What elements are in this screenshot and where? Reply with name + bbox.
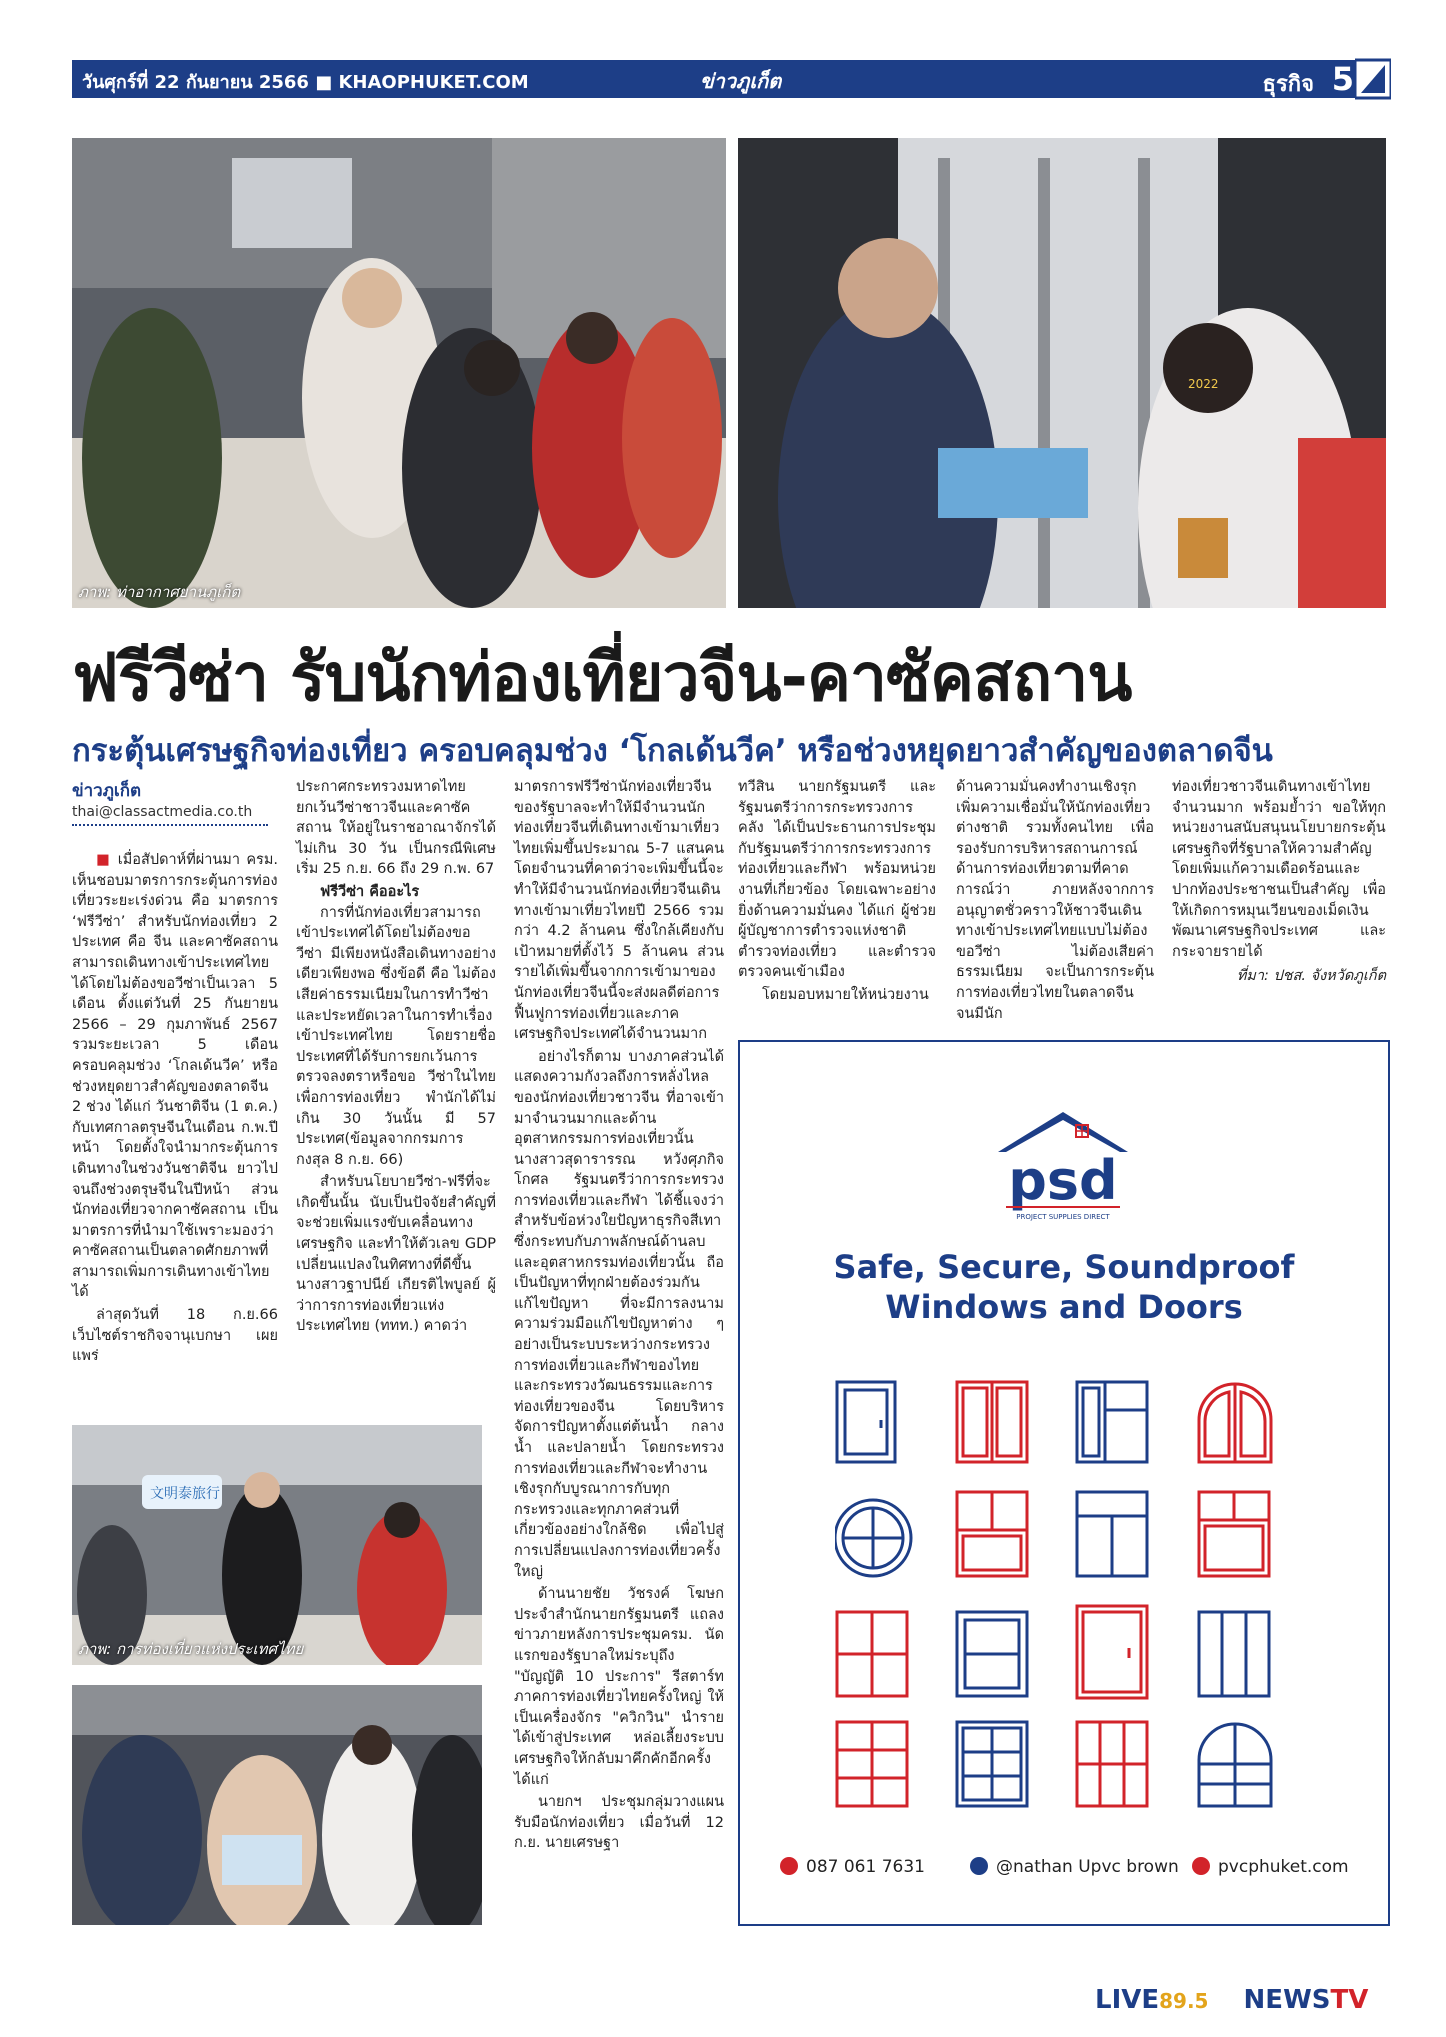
paragraph: ■ เมื่อสัปดาห์ที่ผ่านมา ครม. เห็นชอบมาตรการกระตุ้นการท่องเที่ยวระยะเร่งด่วน คือ มาตรการ ‘ฟรีวีซ่า’ สำหรับนักท่องเที่ยว 2 ประเทศ คือ จีน และคาซัคสถาน สามารถเดินทางเข้าประเทศไทยได้โดยไม่ต้องขอวีซ่าเป็นเวลา 5 เดือน ตั้งแต่วันที่ 25 กันยายน 2566 – 29 กุมภาพันธ์ 2567 รวมระยะเวลา 5 เดือน ครอบคลุมช่วง ‘โกลเด้นวีค’ หรือช่วงหยุดยาวสำคัญของตลาดจีน 2 ช่วง ได้แก่ วันชาติจีน (1 ต.ค.) กับเทศกาลตรุษจีนในเดือน ก.พ.ปีหน้า โดยตั้งใจนำมากระตุ้นการเดินทางในช่วงวันชาติจีน ยาวไปจนถึงช่วงตรุษจีนในปีหน้า ส่วนนักท่องเที่ยวจากคาซัคสถาน เป็นมาตรการที่นำมาใช้เพราะมองว่าคาซัคสถานเป็นตลาดศักยภาพที่สามารถเพิ่มการเดินทางเข้าไทยได้	[72, 852, 279, 1301]
photo-gift-handover	[738, 138, 1386, 608]
corner-arrow-icon	[1355, 55, 1391, 103]
article-column-2	[296, 777, 496, 1339]
psd-advertisement	[738, 1040, 1390, 1926]
paragraph: นายกฯ ประชุมกลุ่มวางแผนรับมือนักท่องเที่ยว เมื่อวันที่ 12 ก.ย. นายเศรษฐา	[514, 1794, 724, 1852]
window-split-icon	[1077, 1382, 1147, 1462]
section-title: ธุรกิจ	[1262, 72, 1314, 97]
byline-email: thai@classactmedia.co.th	[72, 804, 253, 820]
article-column-4	[738, 777, 936, 1008]
brand-name: psd	[1008, 1149, 1118, 1212]
paragraph: การที่นักท่องเที่ยวสามารถเข้าประเทศได้โดยไม่ต้องขอวีซ่า มีเพียงหนังสือเดินทางอย่างเดียวเพียงพอ ซึ่งข้อดี คือ ไม่ต้องเสียค่าธรรมเนียมในการทำวีซ่า และประหยัดเวลาในการทำเรื่องเข้าประเทศไทย โดยรายชื่อประเทศที่ได้รับการยกเว้นการตรวจลงตราหรือขอ วีซ่าในไทยเพื่อการท่องเที่ยว พำนักได้ไม่เกิน 30 วันนั้น มี 57 ประเทศ(ข้อมูลจากกรมการกงสุล 8 ก.ย. 66)	[296, 904, 496, 1168]
window-arched-double-icon	[1199, 1384, 1271, 1462]
paragraph: ล่าสุดวันที่ 18 ก.ย.66 เว็บไซต์ราชกิจจานุเบกษา เผยแพร่	[72, 1307, 278, 1365]
contact-website: pvcphuket.com	[1192, 1857, 1349, 1877]
header-date: วันศุกร์ที่ 22 กันยายน 2566 ■ KHAOPHUKET.COM	[82, 72, 529, 93]
article-column-6	[1172, 777, 1386, 987]
paragraph: ด้านความมั่นคงทำงานเชิงรุกเพิ่มความเชื่อมั่นให้นักท่องเที่ยวต่างชาติ รวมทั้งคนไทย เพื่อรองรับการบริหารสถานการณ์ด้านการท่องเที่ยวตามที่คาดการณ์ว่า ภายหลังจากการอนุญาตชั่วคราวให้ชาวจีนเดินทางเข้าประเทศไทยแบบไม่ต้องขอวีซ่า ไม่ต้องเสียค่าธรรมเนียม จะเป็นการกระตุ้นการท่องเที่ยวไทยในตลาดจีน จนมีนัก	[956, 779, 1154, 1022]
sign-text: 文明泰旅行	[150, 1486, 220, 1502]
window-transom-icon	[1077, 1492, 1147, 1576]
paragraph: อย่างไรก็ตาม บางภาคส่วนได้แสดงความกังวลถึงการหลั่งไหลของนักท่องเที่ยวชาวจีน ที่อาจเข้ามาจำนวนมากและด้านอุตสาหกรรมการท่องเที่ยวนั้น นางสาวสุดารารรณ หวังศุภกิจโกศล รัฐมนตรีว่าการกระทรวงการท่องเที่ยวและกีฬา ได้ชี้แจงว่า สำหรับข้อห่วงใยปัญหาธุรกิจสีเทา ซึ่งกระทบกับภาพลักษณ์ด้านลบและอุตสาหกรรมท่องเที่ยวนั้น ถือเป็นปัญหาที่ทุกฝ่ายต้องร่วมกันแก้ไขปัญหา ที่จะมีการลงนามความร่วมมือแก้ไขปัญหาต่าง ๆ อย่างเป็นระบบระหว่างกระทรวงการท่องเที่ยวและกีฬาของไทย และกระทรวงวัฒนธรรมและการท่องเที่ยวของจีน โดยบริหารจัดการปัญหาตั้งแต่ต้นน้ำ กลางน้ำ และปลายน้ำ โดยกระทรวงการท่องเที่ยวและกีฬาจะทำงานเชิงรุกกับบูรณาการกับทุกกระทรวงและทุกภาคส่วนที่เกี่ยวข้องอย่างใกล้ชิด เพื่อไปสู่การเปลี่ยนแปลงการท่องเที่ยวครั้งใหญ่	[514, 1048, 724, 1580]
window-double-icon	[957, 1382, 1027, 1462]
photo-airport-arrivals	[72, 138, 726, 608]
window-awning-icon	[957, 1492, 1027, 1576]
ad-tagline-1: Safe, Secure, Soundproof	[833, 1248, 1295, 1286]
contact-phone: 087 061 7631	[780, 1857, 925, 1877]
page-number: 5	[1331, 60, 1354, 98]
headline: ฟรีวีซ่า รับนักท่องเที่ยวจีน-คาซัคสถาน	[72, 639, 1132, 716]
article-column-5	[956, 777, 1154, 1026]
phone-icon	[780, 1857, 798, 1875]
photo-arrivals-tat	[72, 1425, 482, 1665]
window-tilt-icon	[1199, 1492, 1269, 1576]
globe-icon	[1192, 1857, 1210, 1875]
window-round-icon	[835, 1500, 911, 1576]
photo-caption: ภาพ: ท่าอากาศยานภูเก็ต	[78, 583, 241, 601]
contact-facebook: @nathan Upvc brown	[970, 1857, 1179, 1877]
window-bay-icon	[1077, 1606, 1147, 1698]
psd-logo-icon	[988, 1107, 1138, 1227]
brand-subtitle: PROJECT SUPPLIES DIRECT	[1016, 1213, 1110, 1221]
subheadline: กระตุ้นเศรษฐกิจท่องเที่ยว ครอบคลุมช่วง ‘โกลเด้นวีค’ หรือช่วงหยุดยาวสำคัญของตลาดจีน	[72, 733, 1273, 769]
paragraph: โดยมอบหมายให้หน่วยงาน	[762, 986, 929, 1003]
byline-rule	[72, 824, 268, 826]
subsection-title: ฟรีวีซ่า คืออะไร	[320, 883, 420, 900]
paragraph: ด้านนายชัย วัชรงค์ โฆษกประจำสำนักนายกรัฐมนตรี แถลงข่าวภายหลังการประชุมครม. นัดแรกของรัฐบาลใหม่ระบุถึง "บัญญัติ 10 ประการ" รีสตาร์ทภาคการท่องเที่ยวไทยครั้งใหญ่ ให้เป็นเครื่องจักร "ควิกวิน" นำรายได้เข้าสู่ประเทศ หล่อเลี้ยงระบบเศรษฐกิจให้กลับมาคึกคักอีกครั้งได้แก่	[514, 1586, 724, 1788]
window-colonial-icon	[1077, 1722, 1147, 1806]
byline-author: ข่าวภูเก็ต	[72, 781, 142, 801]
article-column-1	[72, 850, 278, 1369]
page-header	[72, 60, 1384, 98]
paragraph: ท่องเที่ยวชาวจีนเดินทางเข้าไทยจำนวนมาก พร้อมย้ำว่า ขอให้ทุกหน่วยงานสนับสนุนนโยบายกระตุ้นเศรษฐกิจที่รัฐบาลให้ความสำคัญ โดยเพิ่มแก้ความเดือดร้อนและปากท้องประชาชนเป็นสำคัญ เพื่อให้เกิดการหมุนเวียนของเม็ดเงิน พัฒนาเศรษฐกิจประเทศ และกระจายรายได้	[1172, 779, 1386, 960]
paragraph: มาตรการฟรีวีซ่านักท่องเที่ยวจีนของรัฐบาลจะทำให้มีจำนวนนักท่องเที่ยวจีนที่เดินทางเข้ามาเที่ยวไทยเพิ่มขึ้นประมาณ 5-7 แสนคน โดยจำนวนที่คาดว่าจะเพิ่มขึ้นนี้จะทำให้มีจำนวนนักท่องเที่ยวจีนเดินทางเข้ามาเที่ยวไทยปี 2566 รวมกว่า 4.2 ล้านคน ซึ่งใกล้เคียงกับเป้าหมายที่ตั้งไว้ 5 ล้านคน ส่วนรายได้เพิ่มขึ้นจากการเข้ามาของนักท่องเที่ยวจีนนี้จะส่งผลดีต่อการฟื้นฟูการท่องเที่ยวและภาคเศรษฐกิจประเทศได้จำนวนมาก	[514, 779, 724, 1043]
window-single-icon	[837, 1382, 895, 1462]
masthead-logo: ข่าวภูเก็ต	[700, 69, 782, 93]
window-tall-icon	[957, 1612, 1027, 1696]
paragraph: ประกาศกระทรวงมหาดไทย ยกเว้นวีซ่าชาวจีนและคาซัคสถาน ให้อยู่ในราชอาณาจักรได้ไม่เกิน 30 วัน เป็นกรณีพิเศษ เริ่ม 25 ก.ย. 66 ถึง 29 ก.พ. 67	[296, 779, 496, 878]
paragraph: ทวีสิน นายกรัฐมนตรี และรัฐมนตรีว่าการกระทรวงการคลัง ได้เป็นประธานการประชุมกับรัฐมนตรีว่าการกระทรวงการท่องเที่ยวและกีฬา พร้อมหน่วยงานที่เกี่ยวข้อง โดยเฉพาะอย่างยิ่งด้านความมั่นคง ได้แก่ ผู้ช่วยผู้บัญชาการตำรวจแห่งชาติ ตำรวจท่องเที่ยว และตำรวจตรวจคนเข้าเมือง	[738, 779, 936, 981]
mask-text: 2022	[1188, 377, 1219, 391]
window-grid-blue-icon	[957, 1722, 1027, 1806]
facebook-icon	[970, 1857, 988, 1875]
window-casement-red-icon	[837, 1612, 907, 1696]
live-logo: LIVE	[1095, 1985, 1160, 2015]
article-source: ที่มา: ปชส. จังหวัดภูเก็ต	[1236, 968, 1386, 985]
paragraph: สำหรับนโยบายวีซ่า-ฟรีที่จะเกิดขึ้นนั้น นับเป็นปัจจัยสำคัญที่จะช่วยเพิ่มแรงขับเคลื่อนทางเศรษฐกิจ และทำให้ตัวเลข GDP เปลี่ยนแปลงในทิศทางที่ดีขึ้น นางสาวฐาปนีย์ เกียรติไพบูลย์ ผู้ว่าการการท่องเที่ยวแห่งประเทศไทย (ททท.) คาดว่า	[296, 1174, 496, 1335]
window-icons-grid	[835, 1380, 1295, 1810]
photo-welcome-gifts	[72, 1685, 482, 1925]
bullet-icon: ■	[96, 852, 118, 868]
byline	[72, 777, 272, 826]
window-triple-icon	[1199, 1612, 1269, 1696]
news-logo: NEWS	[1243, 1985, 1331, 2015]
photo-caption: ภาพ: การท่องเที่ยวแห่งประเทศไทย	[78, 1640, 304, 1658]
window-grid-red-icon	[837, 1722, 907, 1806]
radio-frequency: 89.5	[1159, 1989, 1209, 2013]
footer-logos	[1095, 1985, 1368, 2015]
ad-tagline-2: Windows and Doors	[885, 1288, 1243, 1326]
tv-logo: TV	[1330, 1985, 1369, 2015]
article-column-3	[514, 777, 724, 1856]
window-arched-grid-icon	[1199, 1724, 1271, 1806]
